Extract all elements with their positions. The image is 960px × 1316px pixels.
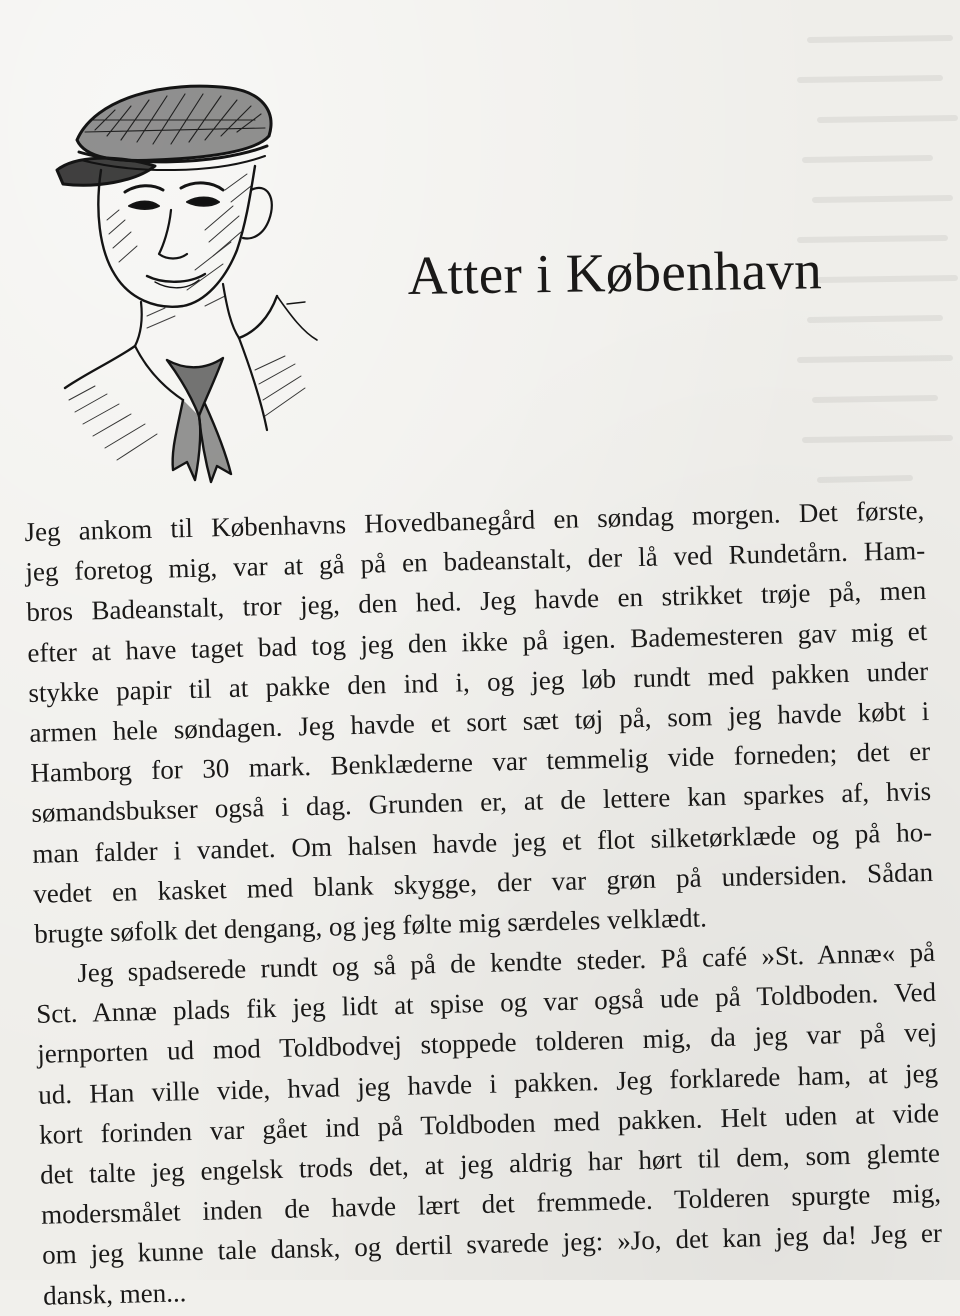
text-line: efter at have taget bad tog jeg den ikke på igen. Bademesteren gav mig et bbox=[27, 615, 928, 668]
text-line: Jeg ankom til Københavns Hovedbanegård en søndag morgen. Det første, bbox=[24, 495, 925, 547]
text-line: jeg foretog mig, var at gå på en badeanstalt, der lå ved Rundetårn. Ham- bbox=[25, 535, 926, 588]
text-line: Jeg spadserede rundt og så på de kendte steder. På café »St. Annæ« på bbox=[76, 936, 936, 988]
sailor-portrait-illustration bbox=[55, 70, 320, 490]
text-line: brugte søfolk det dengang, og jeg følte mig særdeles velklædt. bbox=[33, 902, 708, 949]
text-line: vedet en kasket med blank skygge, der var grøn på undersiden. Sådan bbox=[32, 856, 934, 909]
paragraph bbox=[35, 932, 943, 1311]
text-line: modersmålet inden de havde lært det fremmede. Tolderen spurgte mig, bbox=[40, 1177, 942, 1230]
text-line: Hamborg for 30 mark. Benklæderne var temmelig vide forneden; det er bbox=[30, 736, 931, 789]
text-line: bros Badeanstalt, tror jeg, den hed. Jeg havde en strikket trøje på, men bbox=[26, 575, 927, 628]
chapter-title: Atter i København bbox=[407, 239, 823, 307]
text-line: stykke papir til at pakke den ind i, og jeg løb rundt med pakken under bbox=[28, 655, 929, 708]
text-line: om jeg kunne tale dansk, og dertil svarede jeg: »Jo, det kan jeg da! Jeg er bbox=[41, 1218, 943, 1271]
text-line: armen hele søndagen. Jeg havde et sort sæt tøj på, som jeg havde købt i bbox=[29, 695, 930, 748]
body-text bbox=[24, 490, 943, 1311]
text-line: dansk, men... bbox=[42, 1276, 187, 1311]
paragraph bbox=[24, 490, 935, 954]
text-line: det talte jeg engelsk trods det, at jeg aldrig har hørt til dem, som glemte bbox=[39, 1137, 941, 1190]
text-line: Sct. Annæ plads fik jeg lidt at spise og var også ude på Toldboden. Ved bbox=[35, 977, 937, 1030]
text-line: man falder i vandet. Om halsen havde jeg et flot silketørklæde og på ho- bbox=[31, 816, 933, 869]
text-line: jernporten ud mod Toldbodvej stoppede tolderen mig, da jeg var på vej bbox=[36, 1017, 938, 1070]
text-line: sømandsbukser også i dag. Grunden er, at de lettere kan sparkes af, hvis bbox=[30, 776, 932, 829]
text-line: kort forinden var gået ind på Toldboden med pakken. Helt uden at vide bbox=[38, 1097, 940, 1150]
text-line: ud. Han ville vide, hvad jeg havde i pakken. Jeg forklarede ham, at jeg bbox=[37, 1057, 939, 1110]
